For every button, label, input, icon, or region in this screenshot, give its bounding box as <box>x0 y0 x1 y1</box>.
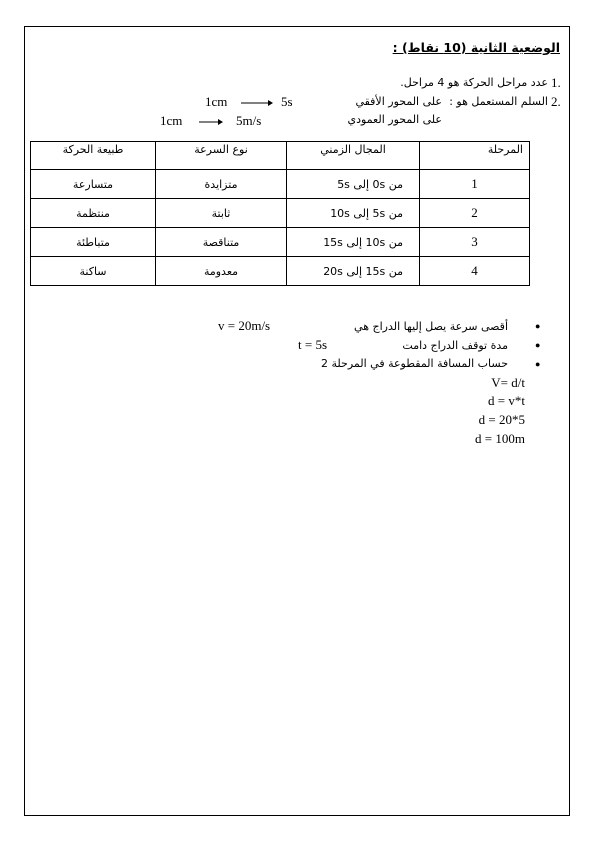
bullet-value: t = 5s <box>298 337 328 352</box>
vertical-axis-label: على المحور العمودي <box>347 113 442 126</box>
cell-speed-type: متناقصة <box>156 228 287 257</box>
cell-speed-type: متزايدة <box>156 170 287 199</box>
v-scale-arrow-icon <box>198 117 224 127</box>
section-heading: الوضعية الثانية (10 نقاط) : <box>392 40 560 55</box>
cell-phase: 1 <box>420 170 530 199</box>
bullet-text: أقصى سرعة يصل إليها الدراج هي <box>354 320 508 333</box>
bullet-icon: ● <box>535 359 541 369</box>
cell-time-interval: من 0s إلى 5s <box>287 170 420 199</box>
cell-phase: 3 <box>420 228 530 257</box>
item-1-number: 1. <box>551 75 561 90</box>
item-2-text: السلم المستعمل هو : <box>449 95 548 108</box>
motion-phases-table <box>30 141 530 286</box>
h-scale-arrow-icon <box>240 97 274 107</box>
formula-line: d = 20*5 <box>478 412 525 427</box>
bullet-value: v = 20m/s <box>218 318 271 333</box>
cell-time-interval: من 15s إلى 20s <box>287 257 420 286</box>
bullet-icon: ● <box>535 321 541 331</box>
bullet-text: حساب المسافة المقطوعة في المرحلة 2 <box>321 357 508 370</box>
cell-motion-nature: منتظمة <box>31 199 156 228</box>
header-time-interval: المجال الزمني <box>287 142 420 170</box>
cell-speed-type: معدومة <box>156 257 287 286</box>
cell-motion-nature: متسارعة <box>31 170 156 199</box>
table-row <box>31 170 530 199</box>
formula-line: d = 100m <box>475 431 525 446</box>
formula-line: d = v*t <box>488 393 525 408</box>
header-speed-type: نوع السرعة <box>156 142 287 170</box>
bullet-text: مدة توقف الدراج دامت <box>402 339 508 352</box>
h-scale-length: 1cm <box>205 94 228 109</box>
table-row <box>31 257 530 286</box>
formula-line: V= d/t <box>491 375 525 390</box>
bullet-icon: ● <box>535 340 541 350</box>
table-row <box>31 228 530 257</box>
cell-time-interval: من 10s إلى 15s <box>287 228 420 257</box>
cell-phase: 2 <box>420 199 530 228</box>
v-scale-value: 5m/s <box>236 113 262 128</box>
item-1-text: عدد مراحل الحركة هو 4 مراحل. <box>400 76 548 89</box>
table-row <box>31 199 530 228</box>
cell-motion-nature: ساكنة <box>31 257 156 286</box>
horizontal-axis-label: على المحور الأفقي <box>355 95 442 108</box>
table-header-row <box>31 142 530 170</box>
cell-time-interval: من 5s إلى 10s <box>287 199 420 228</box>
cell-phase: 4 <box>420 257 530 286</box>
v-scale-length: 1cm <box>160 113 183 128</box>
cell-speed-type: ثابتة <box>156 199 287 228</box>
header-motion-nature: طبيعة الحركة <box>31 142 156 170</box>
cell-motion-nature: متباطئة <box>31 228 156 257</box>
h-scale-value: 5s <box>281 94 293 109</box>
header-phase: المرحلة <box>420 142 530 170</box>
item-2-number: 2. <box>551 94 561 109</box>
